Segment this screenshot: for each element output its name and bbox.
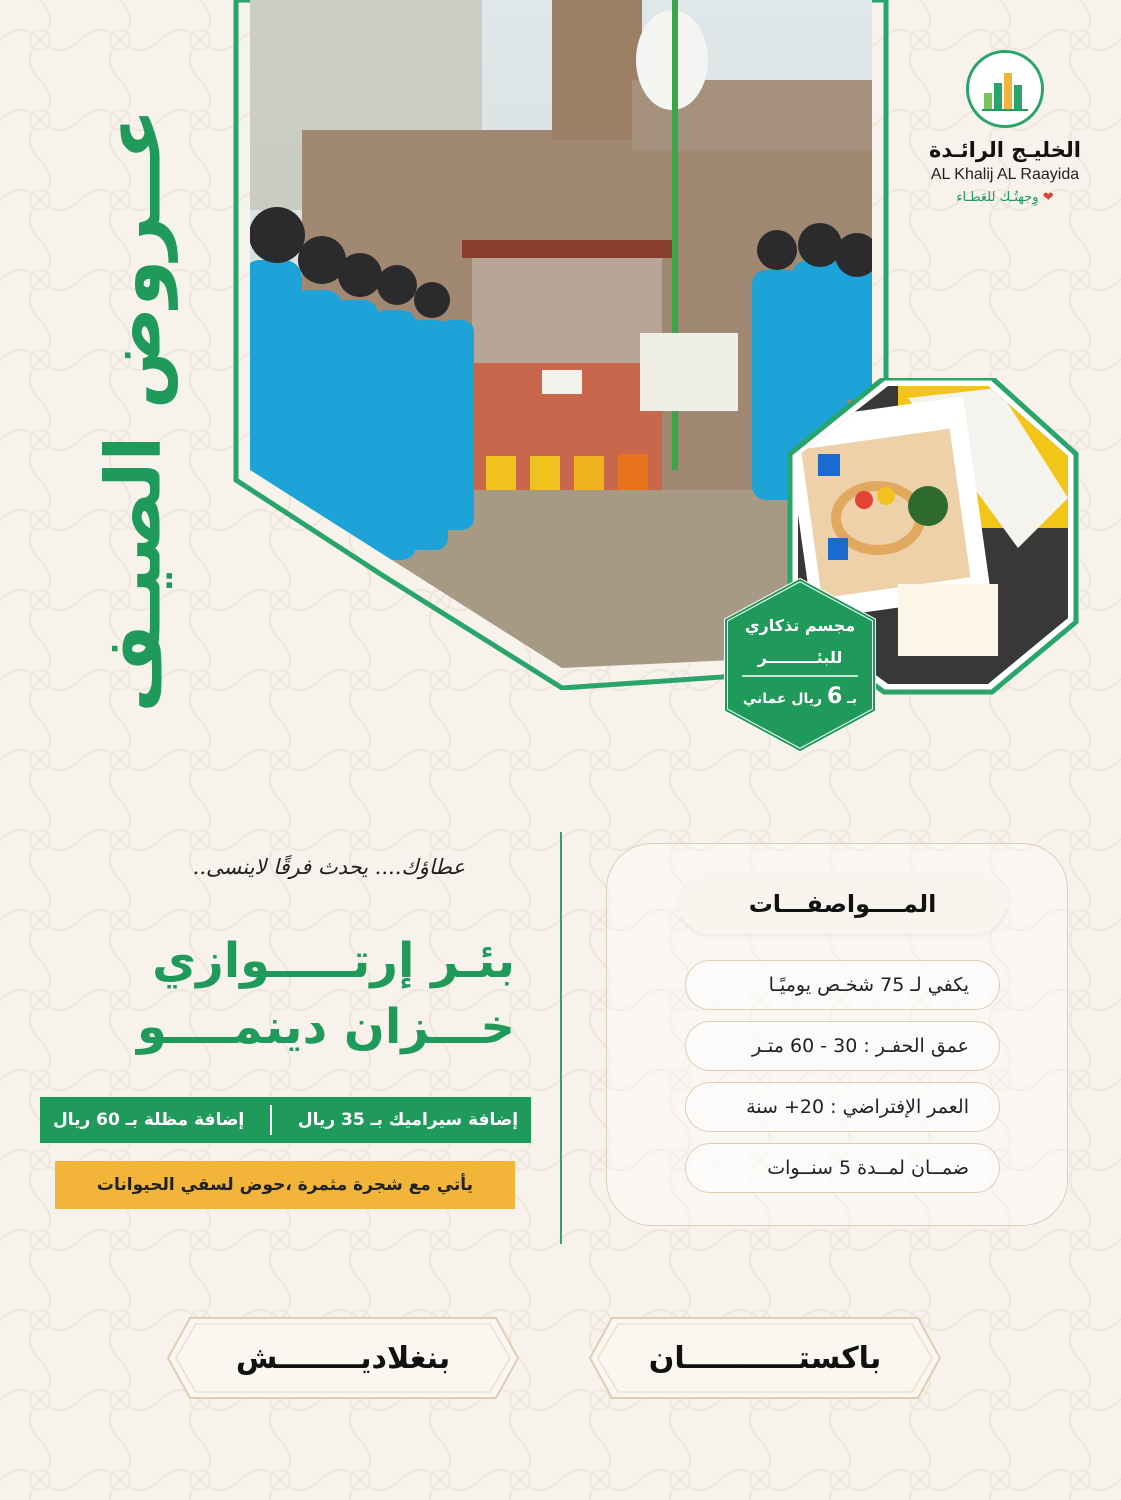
section-divider [560, 832, 562, 1244]
badge-price-value: 6 [826, 684, 843, 709]
country-button-bangladesh[interactable] [166, 1316, 520, 1400]
addon-shade: إضافة مظلة بـ 60 ريال [52, 1110, 245, 1130]
brand-name-arabic: الخليـج الرائـدة [929, 138, 1081, 162]
badge-price [720, 684, 880, 709]
specs-title: المــــواصفـــات [680, 874, 1005, 934]
brand-name-english: AL Khalij AL Raayida [930, 166, 1080, 183]
addon-ceramic: إضافة سيراميك بـ 35 ريال [297, 1110, 519, 1130]
badge-well-label: للبئـــــــــر [757, 648, 843, 667]
well-title-line1: بئـر إرتـــــوازي [152, 933, 515, 989]
souvenir-price-badge [720, 576, 880, 754]
giving-tagline: عطاؤك.... يحدث فرقًا لاينسى.. [192, 855, 465, 879]
offers-title [88, 107, 178, 713]
well-title [40, 928, 515, 1060]
badge-price-prefix: بـ [847, 691, 858, 707]
brand-tagline [905, 190, 1105, 205]
heart-icon: ❤ [1042, 190, 1054, 205]
brand-logo [905, 50, 1105, 205]
country-label-bangladesh: بنغلاديــــــــش [235, 1340, 451, 1376]
country-button-pakistan[interactable] [588, 1316, 942, 1400]
addons-separator [270, 1105, 272, 1135]
offers-title-text: عــروض الصيـف [88, 107, 178, 713]
badge-model-label: مجسم تذكاري [744, 616, 856, 635]
well-title-line2: خـــزان دينمــــو [137, 999, 515, 1055]
country-label-pakistan: باكستـــــــــــان [648, 1340, 882, 1376]
spec-depth: عمق الحفـر : 30 - 60 متـر [685, 1021, 1000, 1071]
buildings-icon [966, 50, 1044, 128]
extras-text: يأتي مع شجرة مثمرة ،حوض لسقي الحيوانات [96, 1175, 474, 1195]
extras-bar [55, 1161, 515, 1209]
badge-price-unit: ريال عماني [742, 691, 823, 707]
spec-capacity: يكفي لـ 75 شخـص يوميًـا [685, 960, 1000, 1010]
spec-lifespan: العمر الإفتراضي : 20+ سنة [685, 1082, 1000, 1132]
spec-warranty: ضمــان لمــدة 5 سنــوات [685, 1143, 1000, 1193]
brand-tagline-text: وِجهتُـك للعَطـاء [956, 190, 1039, 205]
addons-bar [40, 1097, 531, 1143]
